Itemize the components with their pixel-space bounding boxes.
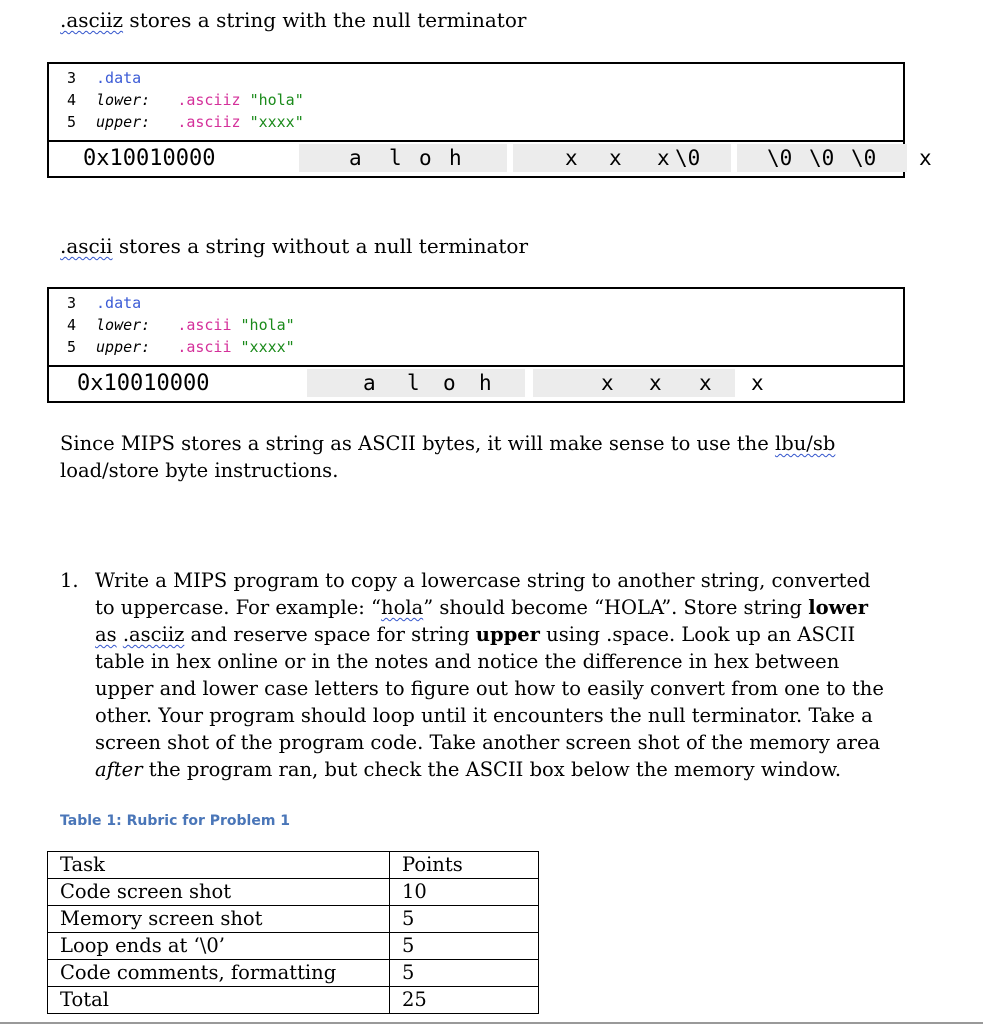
- code-lines: [49, 289, 903, 358]
- memory-word-3: \0 \0 \0 x: [737, 144, 907, 172]
- code-line-5: 5 upper: .asciiz "xxxx": [67, 113, 304, 131]
- rubric-table: [47, 851, 539, 1014]
- ascii-code-panel: [47, 287, 905, 403]
- asciiz-word: .asciiz: [60, 8, 124, 32]
- table-row: Code screen shot 10: [48, 879, 539, 906]
- table-row: Code comments, formatting 5: [48, 960, 539, 987]
- code-line-3: 3 .data: [67, 69, 142, 87]
- problem-number: 1.: [60, 569, 79, 592]
- table-row: Total 25: [48, 987, 539, 1014]
- code-line-5: 5 upper: .ascii "xxxx": [67, 338, 295, 356]
- section-2-heading: .ascii stores a string without a null terminator: [60, 234, 529, 258]
- table-row: Loop ends at ‘\0’ 5: [48, 933, 539, 960]
- memory-word-1: a l o h: [299, 144, 507, 172]
- memory-word-2: x x x x: [533, 369, 735, 397]
- table-header-row: Task Points: [48, 852, 539, 879]
- memory-word-1: a l o h: [307, 369, 525, 397]
- mips-note: Since MIPS stores a string as ASCII bytes, it will make sense to use the lbu/sb load/store byte instructions.: [60, 432, 836, 482]
- code-line-4: 4 lower: .ascii "hola": [67, 316, 295, 334]
- memory-row: [49, 365, 903, 401]
- section-1-heading: .asciiz stores a string with the null terminator: [60, 8, 527, 32]
- asciiz-code-panel: [47, 62, 932, 178]
- memory-word-2: x x x \0: [513, 144, 731, 172]
- ascii-word: .ascii: [60, 234, 113, 258]
- memory-row: [49, 140, 932, 176]
- code-lines: [49, 64, 903, 133]
- table-caption: Table 1: Rubric for Problem 1: [60, 813, 291, 829]
- problem-1-text: Write a MIPS program to copy a lowercase string to another string, converted to uppercase. For example: “hola” should become “HOLA”. Store string lower as .asciiz and reserve space for string upper using .space. Look up an ASCII table in hex online or in the notes and notice the difference in hex between upper and lower case letters to figure out how to easily convert from one to the other. Your program should loop until it encounters the null terminator. Take a screen shot of the program code. Take another screen shot of the memory area after the program ran, but check the ASCII box below the memory window.: [95, 569, 884, 781]
- memory-address: 0x10010000: [77, 371, 210, 396]
- memory-address: 0x10010000: [83, 146, 216, 171]
- table-row: Memory screen shot 5: [48, 906, 539, 933]
- code-line-4: 4 lower: .asciiz "hola": [67, 91, 304, 109]
- code-line-3: 3 .data: [67, 294, 142, 312]
- lbu-sb-word: lbu/sb: [774, 432, 836, 455]
